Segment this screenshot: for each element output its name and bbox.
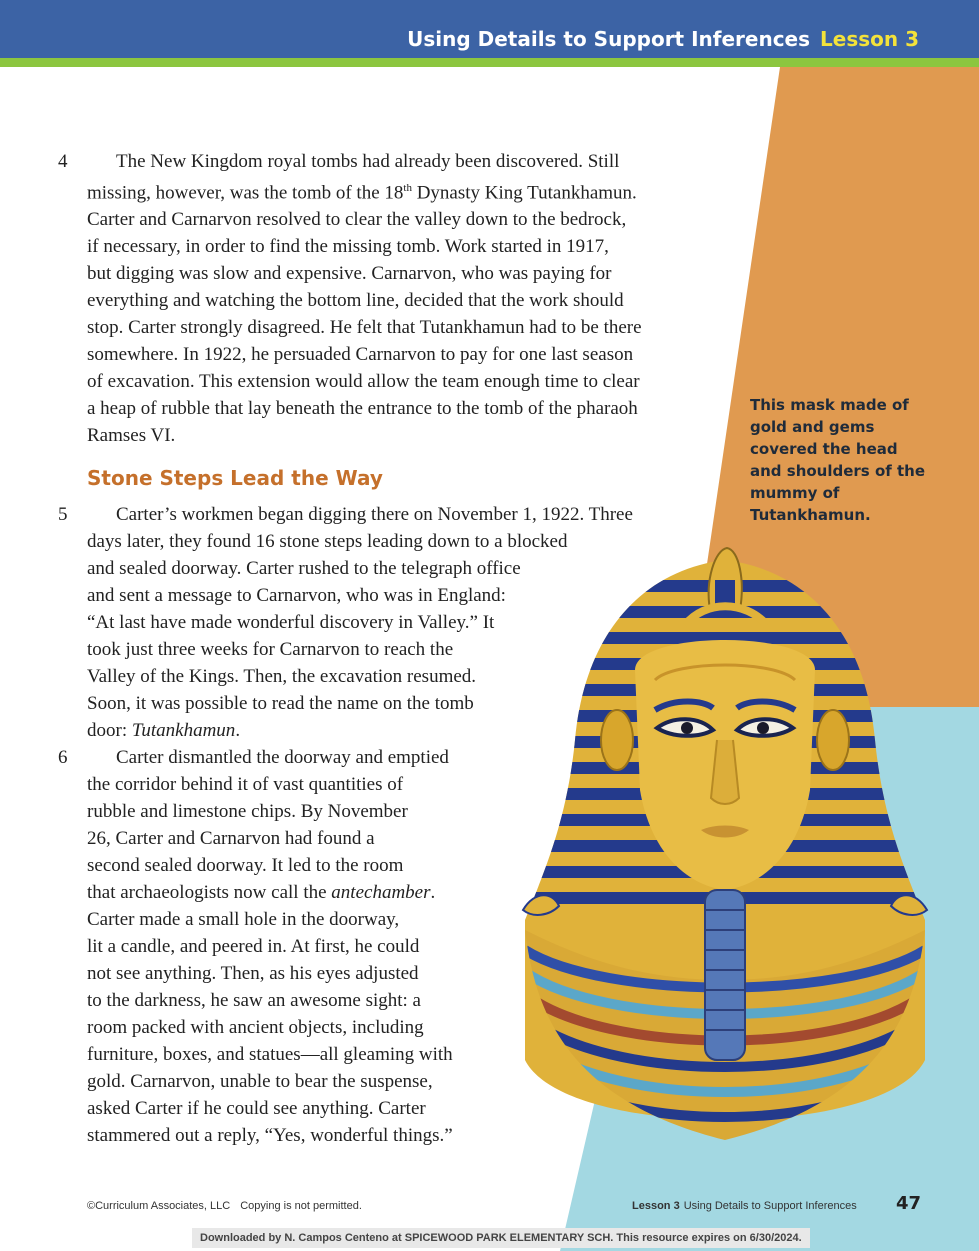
paragraph-number: 4: [58, 151, 68, 172]
text-line: but digging was slow and expensive. Carnarvon, who was paying for: [87, 263, 612, 285]
text-line: that archaeologists now call the antechamber.: [87, 882, 436, 903]
text-line: lit a candle, and peered in. At first, he could: [87, 936, 420, 957]
download-notice: Downloaded by N. Campos Centeno at SPICEWOOD PARK ELEMENTARY SCH. This resource expires on 6/30/2024.: [192, 1228, 810, 1248]
text-line: a heap of rubble that lay beneath the entrance to the tomb of the pharaoh: [87, 398, 638, 420]
text-line: 26, Carter and Carnarvon had found a: [87, 828, 375, 849]
text-line: if necessary, in order to find the missing tomb. Work started in 1917,: [87, 236, 609, 258]
text-line: Carter made a small hole in the doorway,: [87, 909, 400, 930]
text-line: stammered out a reply, “Yes, wonderful things.”: [87, 1125, 453, 1146]
text-line: door: Tutankhamun.: [87, 720, 241, 741]
text-line: the corridor behind it of vast quantities of: [87, 774, 404, 795]
header-lesson-label: Lesson 3: [820, 27, 919, 51]
text-line: room packed with ancient objects, including: [87, 1017, 424, 1038]
text-line: Carter’s workmen began digging there on November 1, 1922. Three: [116, 504, 633, 525]
footer-lesson-info: Lesson 3 Using Details to Support Inferences: [632, 1200, 857, 1212]
text-line: Soon, it was possible to read the name on the tomb: [87, 693, 474, 714]
header-stripe: [0, 58, 979, 67]
text-line: Carter and Carnarvon resolved to clear the valley down to the bedrock,: [87, 209, 627, 231]
text-line: days later, they found 16 stone steps leading down to a blocked: [87, 531, 568, 552]
paragraph-number: 5: [58, 504, 68, 525]
text-line: The New Kingdom royal tombs had already been discovered. Still: [116, 151, 620, 172]
text-line: furniture, boxes, and statues—all gleaming with: [87, 1044, 453, 1065]
page-number: 47: [896, 1193, 922, 1214]
text-line: stop. Carter strongly disagreed. He felt that Tutankhamun had to be there: [87, 317, 642, 339]
text-line: to the darkness, he saw an awesome sight: a: [87, 990, 421, 1011]
text-line: not see anything. Then, as his eyes adjusted: [87, 963, 419, 984]
text-line: gold. Carnarvon, unable to bear the suspense,: [87, 1071, 433, 1092]
text-line: asked Carter if he could see anything. Carter: [87, 1098, 426, 1119]
text-line: second sealed doorway. It led to the room: [87, 855, 404, 876]
text-line: Carter dismantled the doorway and emptied: [116, 747, 449, 768]
paragraph-number: 6: [58, 747, 68, 768]
text-line: and sealed doorway. Carter rushed to the telegraph office: [87, 558, 521, 579]
text-line: took just three weeks for Carnarvon to reach the: [87, 639, 454, 660]
paragraph-4: [58, 148, 642, 449]
text-line: somewhere. In 1922, he persuaded Carnarvon to pay for one last season: [87, 344, 634, 366]
text-line: everything and watching the bottom line, decided that the work should: [87, 290, 624, 312]
lesson-header-title: [407, 27, 919, 51]
section-heading: Stone Steps Lead the Way: [87, 466, 383, 490]
header-skill-title: Using Details to Support Inferences: [407, 27, 811, 51]
text-line: of excavation. This extension would allow the team enough time to clear: [87, 371, 640, 393]
text-line: missing, however, was the tomb of the 18th Dynasty King Tutankhamun.: [87, 182, 637, 204]
text-line: Ramses VI.: [87, 425, 176, 447]
paragraph-5: [58, 501, 633, 744]
paragraph-6: [58, 744, 453, 1149]
text-line: Valley of the Kings. Then, the excavation resumed.: [87, 666, 477, 687]
image-caption: This mask made of gold and gems covered the head and shoulders of the mummy of Tutankhamun.: [750, 396, 926, 524]
footer-copyright: ©Curriculum Associates, LLC Copying is not permitted.: [87, 1200, 362, 1212]
text-line: rubble and limestone chips. By November: [87, 801, 408, 822]
text-line: and sent a message to Carnarvon, who was in England:: [87, 585, 506, 606]
text-line: “At last have made wonderful discovery in Valley.” It: [87, 612, 495, 633]
